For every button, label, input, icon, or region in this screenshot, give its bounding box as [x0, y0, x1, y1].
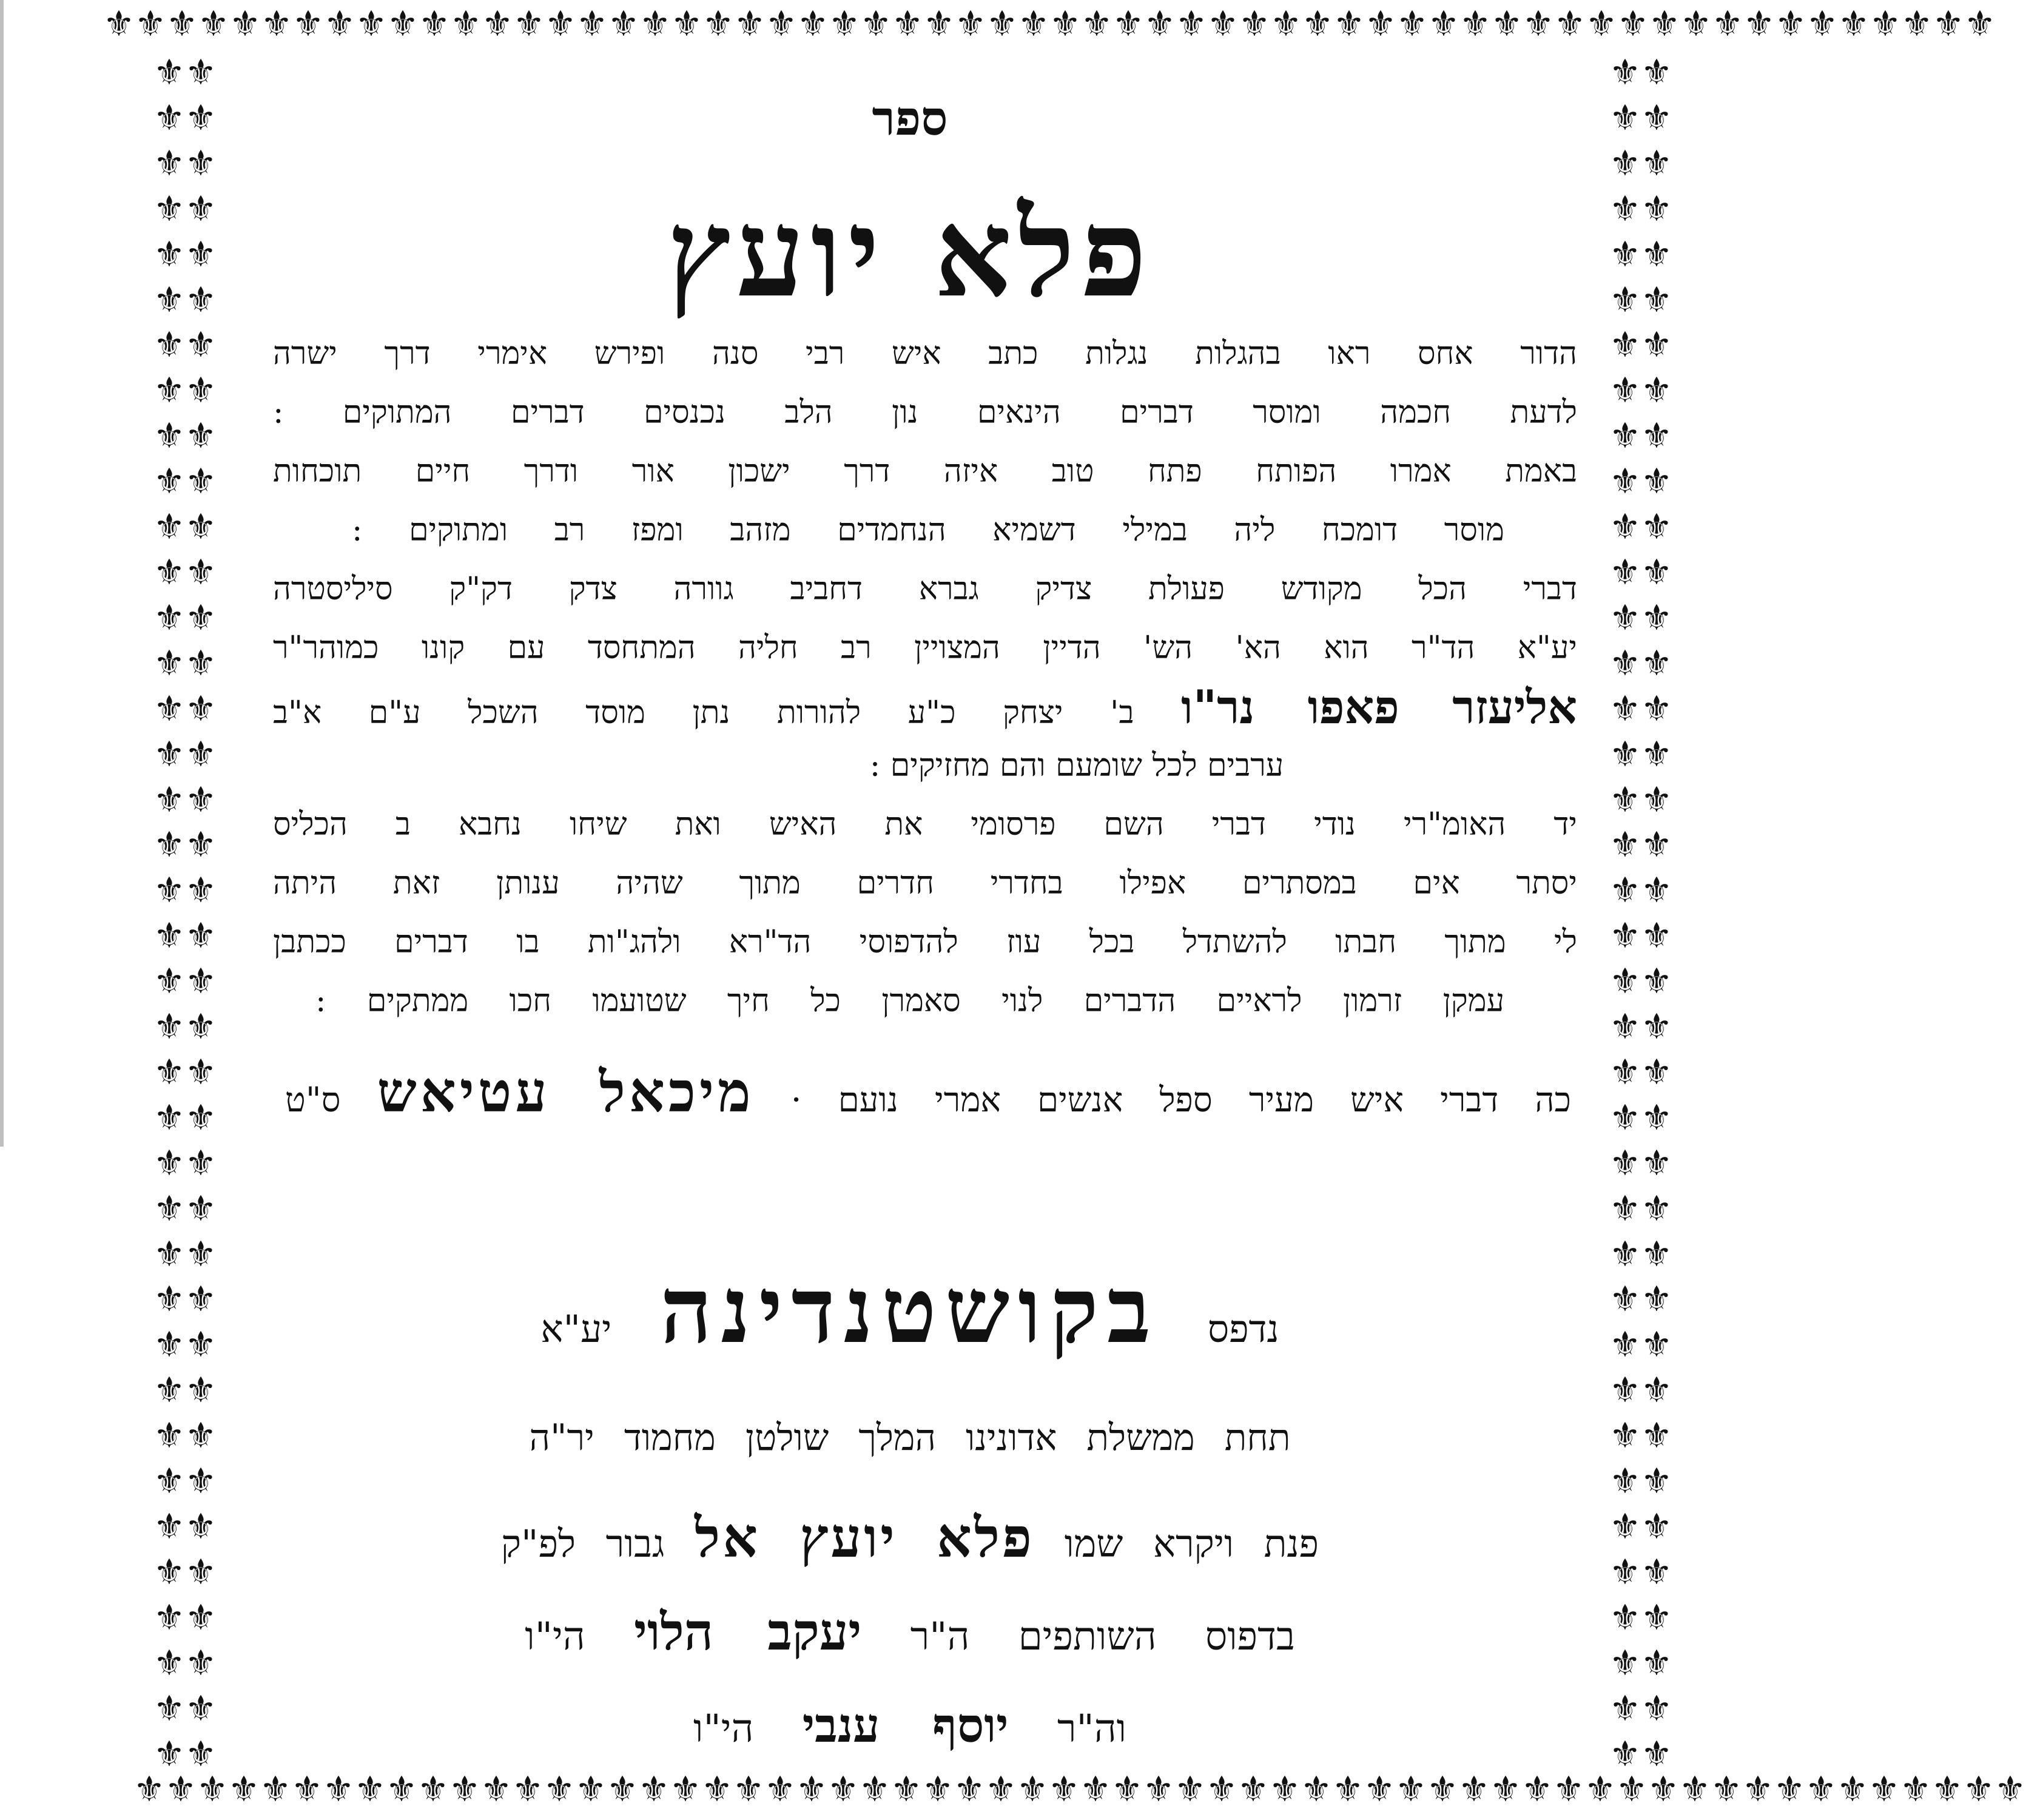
fleur-de-lis-icon: ⚜⚜: [153, 96, 217, 138]
fleur-de-lis-icon: ⚜⚜: [153, 324, 217, 366]
fleur-de-lis-icon: ⚜⚜: [386, 1768, 449, 1810]
text-line: עמקן זרמון לראיים הדברים לנוי סאמרן כל חיך שטועמו חכו ממתקים :: [315, 983, 1504, 1019]
year-chronogram: פלא יועץ אל: [695, 1506, 1035, 1570]
fleur-de-lis-icon: ⚜⚜: [1609, 1187, 1672, 1229]
fleur-de-lis-icon: ⚜⚜: [153, 52, 217, 93]
fleur-de-lis-icon: ⚜⚜: [1049, 3, 1112, 44]
text-line: ערבים לכל שומעם והם מחזיקים :: [869, 747, 1284, 784]
fleur-de-lis-icon: ⚜⚜: [1609, 869, 1672, 911]
fleur-de-lis-icon: ⚜⚜: [153, 1233, 217, 1275]
text-line: יע"א הד"ר הוא הא' הש' הדיין המצויין רב חליה המתחסד עם קונו כמוהר"ר: [273, 630, 1577, 666]
fleur-de-lis-icon: ⚜⚜: [1395, 1768, 1458, 1810]
printer-name: יעקב הלוי: [633, 1602, 862, 1662]
fleur-de-lis-icon: ⚜⚜: [1458, 1768, 1521, 1810]
ornament-border-bottom: [133, 1768, 2026, 1814]
fleur-de-lis-icon: ⚜⚜: [954, 1768, 1017, 1810]
text-line: מוסר דומכח ליה במילי דשמיא הנחמדים מזהב ומפז רב ומתוקים :: [352, 512, 1504, 548]
fleur-de-lis-icon: ⚜⚜: [153, 642, 217, 684]
fleur-de-lis-icon: ⚜⚜: [1609, 278, 1672, 320]
fleur-de-lis-icon: ⚜⚜: [671, 3, 734, 44]
fleur-de-lis-icon: ⚜⚜: [1080, 1768, 1143, 1810]
printer2-suffix: הי"ו: [693, 1707, 754, 1751]
fleur-de-lis-icon: ⚜⚜: [323, 1768, 386, 1810]
fleur-de-lis-icon: ⚜⚜: [153, 1324, 217, 1366]
fleur-de-lis-icon: ⚜⚜: [827, 1768, 890, 1810]
fleur-de-lis-icon: ⚜⚜: [890, 1768, 954, 1810]
fleur-de-lis-icon: ⚜⚜: [1837, 1768, 1900, 1810]
fleur-de-lis-icon: ⚜⚜: [1609, 1324, 1672, 1366]
fleur-de-lis-icon: ⚜⚜: [153, 415, 217, 457]
fleur-de-lis-icon: ⚜⚜: [1609, 1369, 1672, 1411]
fleur-de-lis-icon: ⚜⚜: [1239, 3, 1302, 44]
fleur-de-lis-icon: ⚜⚜: [166, 3, 229, 44]
fleur-de-lis-icon: ⚜⚜: [229, 3, 292, 44]
fleur-de-lis-icon: ⚜⚜: [1206, 1768, 1269, 1810]
fleur-de-lis-icon: ⚜⚜: [1609, 1687, 1672, 1729]
city-suffix: יע"א: [540, 1307, 612, 1351]
fleur-de-lis-icon: ⚜⚜: [419, 3, 482, 44]
fleur-de-lis-icon: ⚜⚜: [153, 1551, 217, 1592]
approbation-signature: [285, 1056, 1571, 1128]
year-mid: שמו: [1064, 1522, 1123, 1566]
fleur-de-lis-icon: ⚜⚜: [1609, 233, 1672, 275]
fleur-de-lis-icon: ⚜⚜: [1017, 1768, 1080, 1810]
fleur-de-lis-icon: ⚜⚜: [1609, 1596, 1672, 1638]
title-sefer: ספר: [872, 91, 948, 146]
ornament-border-left: [140, 52, 231, 1774]
printed-label: נדפס: [1207, 1307, 1279, 1351]
fleur-de-lis-icon: ⚜⚜: [153, 960, 217, 1002]
fleur-de-lis-icon: ⚜⚜: [1554, 3, 1617, 44]
book-title: פלא יועץ: [667, 182, 1153, 325]
fleur-de-lis-icon: ⚜⚜: [1900, 1768, 1963, 1810]
fleur-de-lis-icon: ⚜⚜: [1647, 1768, 1711, 1810]
fleur-de-lis-icon: ⚜⚜: [1609, 733, 1672, 775]
fleur-de-lis-icon: ⚜⚜: [1269, 1768, 1332, 1810]
fleur-de-lis-icon: ⚜⚜: [153, 1187, 217, 1229]
fleur-de-lis-icon: ⚜⚜: [133, 1768, 197, 1810]
fleur-de-lis-icon: ⚜⚜: [1933, 3, 1996, 44]
fleur-de-lis-icon: ⚜⚜: [1428, 3, 1491, 44]
fleur-de-lis-icon: ⚜⚜: [1609, 1415, 1672, 1457]
fleur-de-lis-icon: ⚜⚜: [1609, 1233, 1672, 1275]
fleur-de-lis-icon: ⚜⚜: [1609, 642, 1672, 684]
fleur-de-lis-icon: ⚜⚜: [1584, 1768, 1647, 1810]
fleur-de-lis-icon: ⚜⚜: [1112, 3, 1176, 44]
author-line: [273, 678, 1577, 736]
author-line-rest: ב' יצחק כ"ע להורות נתן מוסד השכל ע"ם א"ב: [273, 695, 1134, 731]
printer-prefix: בדפוס השותפים ה"ר: [910, 1614, 1295, 1659]
fleur-de-lis-icon: ⚜⚜: [1609, 824, 1672, 866]
text-line: הדור אחס ראו בהגלות נגלות כתב איש רבי סנה ופירש אימרי דרך ישרה: [273, 335, 1577, 372]
fleur-de-lis-icon: ⚜⚜: [292, 3, 355, 44]
fleur-de-lis-icon: ⚜⚜: [1609, 96, 1672, 138]
fleur-de-lis-icon: ⚜⚜: [1609, 460, 1672, 502]
fleur-de-lis-icon: ⚜⚜: [153, 869, 217, 911]
printer-suffix: הי"ו: [525, 1614, 585, 1659]
fleur-de-lis-icon: ⚜⚜: [197, 1768, 260, 1810]
fleur-de-lis-icon: ⚜⚜: [1609, 551, 1672, 593]
fleur-de-lis-icon: ⚜⚜: [1143, 1768, 1206, 1810]
fleur-de-lis-icon: ⚜⚜: [1609, 142, 1672, 184]
fleur-de-lis-icon: ⚜⚜: [1963, 1768, 2026, 1810]
text-line: יסתר אים במסתרים אפילו בחדרי חדרים מתוך שהיה ענותן זאת היתה: [273, 865, 1577, 902]
fleur-de-lis-icon: ⚜⚜: [153, 369, 217, 411]
fleur-de-lis-icon: ⚜⚜: [1609, 369, 1672, 411]
fleur-de-lis-icon: ⚜⚜: [153, 460, 217, 502]
fleur-de-lis-icon: ⚜⚜: [1609, 1142, 1672, 1184]
fleur-de-lis-icon: ⚜⚜: [153, 1051, 217, 1093]
fleur-de-lis-icon: ⚜⚜: [153, 1460, 217, 1502]
fleur-de-lis-icon: ⚜⚜: [512, 1768, 575, 1810]
year-prefix: פנת ויקרא: [1153, 1522, 1319, 1566]
imprint-city-line: [485, 1250, 1334, 1371]
fleur-de-lis-icon: ⚜⚜: [701, 1768, 764, 1810]
fleur-de-lis-icon: ⚜⚜: [1609, 1006, 1672, 1048]
signature-prefix: כה דברי איש מעיר ספל אנשים אמרי נועם ·: [790, 1080, 1571, 1120]
fleur-de-lis-icon: ⚜⚜: [153, 1142, 217, 1184]
fleur-de-lis-icon: ⚜⚜: [1302, 3, 1365, 44]
fleur-de-lis-icon: ⚜⚜: [153, 778, 217, 820]
fleur-de-lis-icon: ⚜⚜: [355, 3, 419, 44]
fleur-de-lis-icon: ⚜⚜: [1870, 3, 1933, 44]
fleur-de-lis-icon: ⚜⚜: [860, 3, 923, 44]
fleur-de-lis-icon: ⚜⚜: [797, 3, 860, 44]
fleur-de-lis-icon: ⚜⚜: [1609, 1460, 1672, 1502]
text-line: באמת אמרו הפותח פתח טוב איזה דרך ישכון אור ודרך חיים תוכחות: [273, 453, 1577, 490]
text-line: דברי הכל מקודש פעולת צדיק גברא דחביב גוורה צדק דק"ק סיליסטרה: [273, 571, 1577, 607]
fleur-de-lis-icon: ⚜⚜: [1609, 1278, 1672, 1320]
fleur-de-lis-icon: ⚜⚜: [1609, 596, 1672, 638]
fleur-de-lis-icon: ⚜⚜: [608, 3, 671, 44]
fleur-de-lis-icon: ⚜⚜: [734, 3, 797, 44]
printer2-prefix: וה"ר: [1057, 1707, 1127, 1751]
fleur-de-lis-icon: ⚜⚜: [1617, 3, 1680, 44]
fleur-de-lis-icon: ⚜⚜: [638, 1768, 701, 1810]
scan-edge-line: [0, 0, 4, 1147]
fleur-de-lis-icon: ⚜⚜: [153, 915, 217, 957]
imprint-year-line: [485, 1505, 1334, 1571]
fleur-de-lis-icon: ⚜⚜: [153, 278, 217, 320]
fleur-de-lis-icon: ⚜⚜: [764, 1768, 827, 1810]
fleur-de-lis-icon: ⚜⚜: [1609, 1733, 1672, 1774]
fleur-de-lis-icon: ⚜⚜: [575, 1768, 638, 1810]
fleur-de-lis-icon: ⚜⚜: [1609, 52, 1672, 93]
fleur-de-lis-icon: ⚜⚜: [153, 1006, 217, 1048]
fleur-de-lis-icon: ⚜⚜: [545, 3, 608, 44]
fleur-de-lis-icon: ⚜⚜: [449, 1768, 512, 1810]
signature-name: מיכאל עטיאש: [377, 1059, 755, 1125]
ornament-border-right: [1595, 52, 1686, 1774]
fleur-de-lis-icon: ⚜⚜: [1609, 324, 1672, 366]
fleur-de-lis-icon: ⚜⚜: [1609, 187, 1672, 229]
fleur-de-lis-icon: ⚜⚜: [482, 3, 545, 44]
text-line: לדעת חכמה ומוסר דברים הינאים נון הלב נכנסים דברים המתוקים :: [273, 394, 1577, 431]
fleur-de-lis-icon: ⚜⚜: [153, 687, 217, 729]
fleur-de-lis-icon: ⚜⚜: [1609, 960, 1672, 1002]
fleur-de-lis-icon: ⚜⚜: [1365, 3, 1428, 44]
fleur-de-lis-icon: ⚜⚜: [1609, 1506, 1672, 1547]
fleur-de-lis-icon: ⚜⚜: [1521, 1768, 1584, 1810]
fleur-de-lis-icon: ⚜⚜: [1609, 415, 1672, 457]
author-name: אליעזר פאפו נר"ו: [1181, 680, 1577, 734]
fleur-de-lis-icon: ⚜⚜: [153, 1506, 217, 1547]
fleur-de-lis-icon: ⚜⚜: [1680, 3, 1743, 44]
fleur-de-lis-icon: ⚜⚜: [153, 733, 217, 775]
imprint-ruler-line: תחת ממשלת אדונינו המלך שולטן מחמוד יר"ה: [529, 1417, 1291, 1459]
fleur-de-lis-icon: ⚜⚜: [153, 506, 217, 548]
fleur-de-lis-icon: ⚜⚜: [153, 1278, 217, 1320]
text-line: לי מתוך חבתו להשתדל בכל עוז להדפוסי הד"רא ולהג"ות בו דברים ככתבן: [273, 924, 1577, 960]
imprint-printer-line: [485, 1599, 1334, 1665]
fleur-de-lis-icon: ⚜⚜: [153, 551, 217, 593]
fleur-de-lis-icon: ⚜⚜: [103, 3, 166, 44]
fleur-de-lis-icon: ⚜⚜: [153, 596, 217, 638]
fleur-de-lis-icon: ⚜⚜: [1609, 687, 1672, 729]
year-suffix: גבור לפ"ק: [500, 1522, 665, 1566]
fleur-de-lis-icon: ⚜⚜: [153, 187, 217, 229]
fleur-de-lis-icon: ⚜⚜: [153, 1642, 217, 1684]
fleur-de-lis-icon: ⚜⚜: [1609, 506, 1672, 548]
imprint-printer2-line: [485, 1693, 1334, 1759]
text-line: יד האומ"רי נודי דברי השם פרסומי את האיש ואת שיחו נחבא ב הכליס: [273, 806, 1577, 843]
fleur-de-lis-icon: ⚜⚜: [260, 1768, 323, 1810]
signature-suffix: ס"ט: [285, 1080, 341, 1120]
description-paragraph: [273, 325, 1577, 1031]
fleur-de-lis-icon: ⚜⚜: [153, 1415, 217, 1457]
fleur-de-lis-icon: ⚜⚜: [153, 1733, 217, 1774]
fleur-de-lis-icon: ⚜⚜: [1806, 3, 1870, 44]
fleur-de-lis-icon: ⚜⚜: [1609, 1642, 1672, 1684]
fleur-de-lis-icon: ⚜⚜: [923, 3, 986, 44]
fleur-de-lis-icon: ⚜⚜: [1743, 3, 1806, 44]
ornament-border-top: [103, 3, 1996, 49]
fleur-de-lis-icon: ⚜⚜: [1332, 1768, 1395, 1810]
city-name: בקושטנדינה: [660, 1257, 1160, 1364]
fleur-de-lis-icon: ⚜⚜: [1609, 1096, 1672, 1138]
fleur-de-lis-icon: ⚜⚜: [153, 142, 217, 184]
fleur-de-lis-icon: ⚜⚜: [153, 1369, 217, 1411]
fleur-de-lis-icon: ⚜⚜: [1491, 3, 1554, 44]
fleur-de-lis-icon: ⚜⚜: [1609, 1551, 1672, 1592]
fleur-de-lis-icon: ⚜⚜: [1711, 1768, 1774, 1810]
fleur-de-lis-icon: ⚜⚜: [1176, 3, 1239, 44]
fleur-de-lis-icon: ⚜⚜: [1609, 778, 1672, 820]
fleur-de-lis-icon: ⚜⚜: [986, 3, 1049, 44]
fleur-de-lis-icon: ⚜⚜: [153, 1596, 217, 1638]
fleur-de-lis-icon: ⚜⚜: [1609, 1051, 1672, 1093]
fleur-de-lis-icon: ⚜⚜: [1774, 1768, 1837, 1810]
fleur-de-lis-icon: ⚜⚜: [1609, 915, 1672, 957]
fleur-de-lis-icon: ⚜⚜: [153, 1096, 217, 1138]
fleur-de-lis-icon: ⚜⚜: [153, 824, 217, 866]
fleur-de-lis-icon: ⚜⚜: [153, 233, 217, 275]
printer2-name: יוסף ענבי: [802, 1698, 1009, 1753]
fleur-de-lis-icon: ⚜⚜: [153, 1687, 217, 1729]
